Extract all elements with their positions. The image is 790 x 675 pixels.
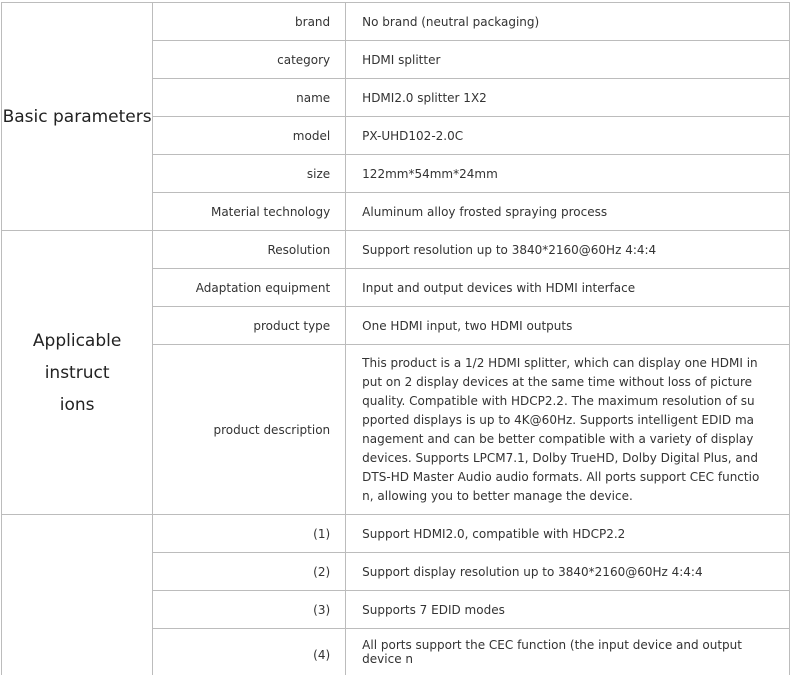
row-key: (2): [153, 553, 346, 591]
row-value: Support HDMI2.0, compatible with HDCP2.2: [346, 515, 790, 553]
row-key: category: [153, 41, 346, 79]
product-description-text: This product is a 1/2 HDMI splitter, which can display one HDMI input on 2 display devices at the same time without loss of picture quality. Compatible with HDCP2.2. The maximum resolution of supported displays is up to 4K@60Hz. Supports intelligent EDID management and can be better compatible with a variety of display devices. Supports LPCM7.1, Dolby TrueHD, Dolby Digital Plus, and DTS-HD Master Audio audio formats. All ports support CEC function, allowing you to better manage the device.: [362, 355, 760, 503]
row-value: Support resolution up to 3840*2160@60Hz 4:4:4: [346, 231, 790, 269]
row-key: size: [153, 155, 346, 193]
row-value: HDMI2.0 splitter 1X2: [346, 79, 790, 117]
row-key: Adaptation equipment: [153, 269, 346, 307]
spec-table: [1, 2, 790, 675]
row-key: Resolution: [153, 231, 346, 269]
row-key: product type: [153, 307, 346, 345]
table-row: [2, 515, 790, 553]
section-title: Basic parameters: [2, 3, 153, 231]
row-value: 122mm*54mm*24mm: [346, 155, 790, 193]
row-value: No brand (neutral packaging): [346, 3, 790, 41]
table-row: [2, 231, 790, 269]
row-value: HDMI splitter: [346, 41, 790, 79]
section-title: Applicable instruct ions: [2, 231, 153, 515]
row-value: Aluminum alloy frosted spraying process: [346, 193, 790, 231]
row-value: [346, 345, 790, 515]
row-key: Material technology: [153, 193, 346, 231]
row-key: (3): [153, 591, 346, 629]
row-value: PX-UHD102-2.0C: [346, 117, 790, 155]
row-value: All ports support the CEC function (the input device and output device n: [346, 629, 790, 675]
row-value: Support display resolution up to 3840*2160@60Hz 4:4:4: [346, 553, 790, 591]
table-row: [2, 3, 790, 41]
row-value: One HDMI input, two HDMI outputs: [346, 307, 790, 345]
row-key: product description: [153, 345, 346, 515]
row-key: name: [153, 79, 346, 117]
row-key: (4): [153, 629, 346, 675]
row-key: brand: [153, 3, 346, 41]
section-title: [2, 515, 153, 675]
row-value: Supports 7 EDID modes: [346, 591, 790, 629]
row-key: model: [153, 117, 346, 155]
row-value: Input and output devices with HDMI interface: [346, 269, 790, 307]
row-key: (1): [153, 515, 346, 553]
